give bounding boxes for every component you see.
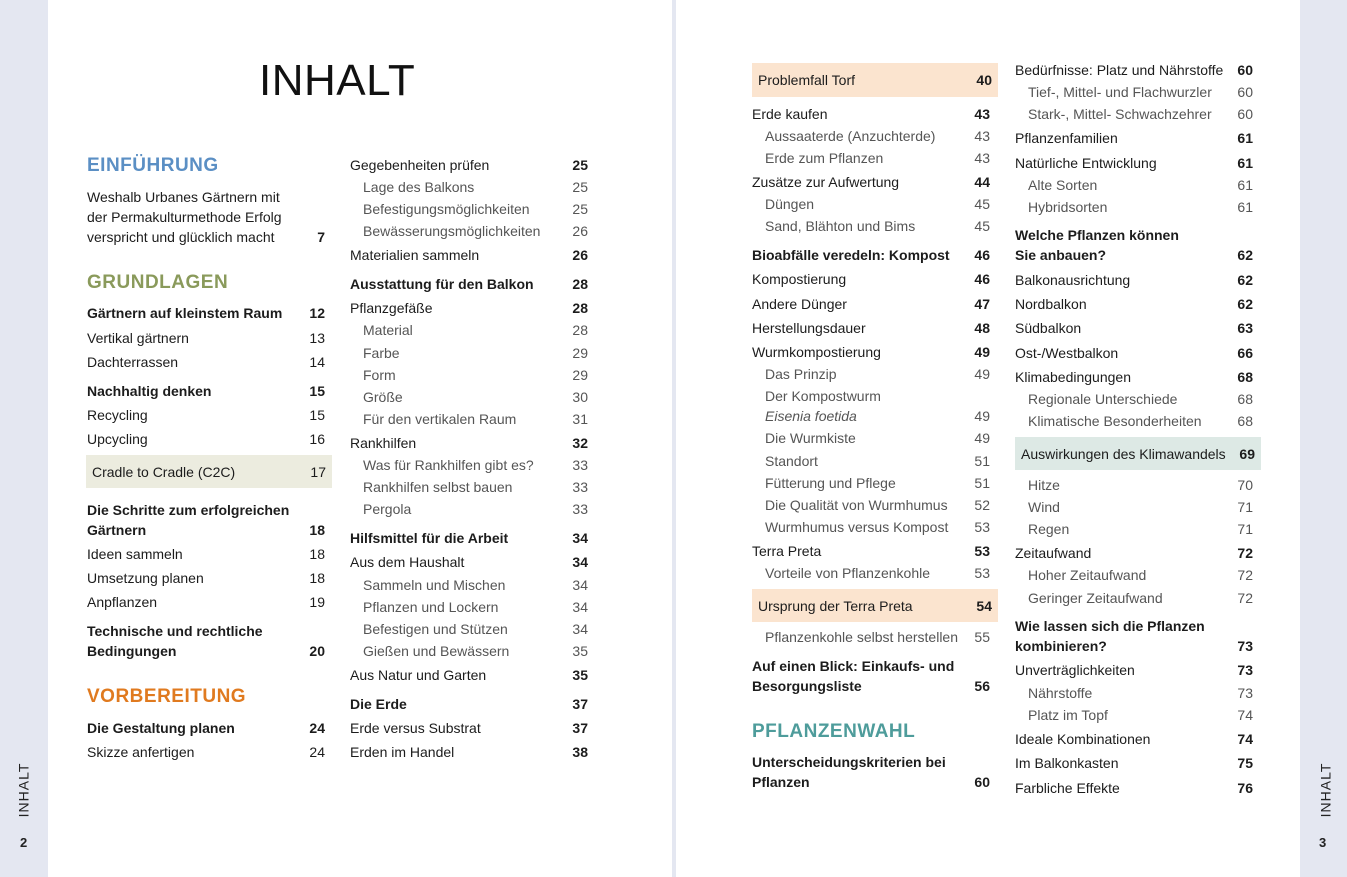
toc-entry-label: Hoher Zeitaufwand — [1028, 567, 1147, 583]
toc-entry-label: Lage des Balkons — [363, 179, 475, 195]
toc-entry-page: 62 — [1237, 247, 1253, 263]
toc-entry-page: 62 — [1237, 272, 1253, 288]
toc-entry-label: Aus dem Haushalt — [350, 554, 465, 570]
toc-subentry[interactable] — [350, 641, 588, 661]
toc-subentry[interactable] — [350, 409, 588, 429]
toc-entry[interactable] — [350, 528, 588, 548]
toc-entry[interactable] — [350, 274, 588, 294]
toc-entry-label: Upcycling — [87, 431, 148, 447]
toc-entry-page: 25 — [572, 179, 588, 195]
toc-entry-label: Ost-/Westbalkon — [1015, 345, 1119, 361]
toc-entry-page: 66 — [1237, 345, 1253, 361]
toc-entry-label: Was für Rankhilfen gibt es? — [363, 457, 534, 473]
toc-entry-label: Unverträglichkeiten — [1015, 662, 1135, 678]
toc-subentry[interactable] — [752, 126, 990, 146]
toc-entry-label: Befestigen und Stützen — [363, 621, 508, 637]
toc-subentry[interactable] — [350, 619, 588, 639]
toc-entry[interactable] — [87, 621, 325, 661]
toc-entry-page: 43 — [974, 150, 990, 166]
toc-entry[interactable] — [752, 245, 990, 265]
toc-entry-label: Stark-, Mittel- Schwachzehrer — [1028, 106, 1212, 122]
toc-entry-label: Material — [363, 322, 413, 338]
toc-entry[interactable] — [1015, 367, 1253, 387]
toc-subentry[interactable] — [752, 406, 990, 426]
toc-entry-label: Hilfsmittel für die Arbeit — [350, 530, 509, 546]
toc-entry-label: Die Wurmkiste — [765, 430, 856, 446]
toc-entry-label: Auswirkungen des Klimawandels — [1021, 445, 1226, 462]
toc-entry-page: 34 — [572, 554, 588, 570]
section-vorbereitung: VORBEREITUNG — [87, 686, 247, 707]
toc-entry[interactable] — [752, 104, 990, 124]
toc-entry[interactable] — [350, 718, 588, 738]
toc-entry-label: Recycling — [87, 407, 148, 423]
toc-entry[interactable] — [1015, 543, 1253, 563]
toc-entry-page: 72 — [1237, 590, 1253, 606]
toc-entry-page: 35 — [572, 643, 588, 659]
toc-entry-page: 33 — [572, 479, 588, 495]
toc-entry[interactable] — [1015, 343, 1253, 363]
toc-entry-label: Pflanzenfamilien — [1015, 130, 1118, 146]
toc-entry[interactable] — [1015, 778, 1253, 798]
toc-entry-label: Ideale Kombinationen — [1015, 731, 1151, 747]
page-number-right: 3 — [1319, 835, 1327, 850]
toc-subentry[interactable] — [350, 499, 588, 519]
toc-subentry[interactable] — [1015, 475, 1253, 495]
toc-entry-page: 31 — [572, 411, 588, 427]
toc-entry-page: 56 — [974, 678, 990, 694]
toc-subentry[interactable] — [350, 320, 588, 340]
toc-subentry[interactable] — [350, 221, 588, 241]
toc-entry[interactable] — [1015, 318, 1253, 338]
toc-entry[interactable] — [350, 694, 588, 714]
toc-entry-label: Gießen und Bewässern — [363, 643, 510, 659]
toc-entry[interactable] — [87, 187, 325, 247]
toc-entry-page: 24 — [309, 720, 325, 736]
toc-entry-label: Für den vertikalen Raum — [363, 411, 517, 427]
toc-entry-label: Die Gestaltung planen — [87, 720, 235, 736]
toc-entry[interactable] — [1015, 153, 1253, 173]
toc-entry-page: 49 — [974, 344, 990, 360]
toc-entry-page: 68 — [1237, 391, 1253, 407]
section-einfuehrung: EINFÜHRUNG — [87, 155, 219, 176]
toc-entry-page: 74 — [1237, 731, 1253, 747]
toc-entry-page: 62 — [1237, 296, 1253, 312]
toc-entry-label: Ursprung der Terra Preta — [758, 597, 913, 614]
toc-entry-page: 34 — [572, 599, 588, 615]
toc-entry-page: 24 — [309, 744, 325, 760]
toc-subentry[interactable] — [350, 575, 588, 595]
toc-subentry[interactable] — [1015, 705, 1253, 725]
toc-entry-label: Regen — [1028, 521, 1070, 537]
toc-entry-page: 43 — [974, 128, 990, 144]
toc-entry-label: Form — [363, 367, 396, 383]
toc-entry-page: 32 — [572, 435, 588, 451]
toc-entry-highlighted[interactable] — [752, 589, 998, 622]
toc-entry-label: Bedürfnisse: Platz und Nährstoffe — [1015, 62, 1224, 78]
toc-entry[interactable] — [752, 172, 990, 192]
toc-entry-label: Gärtnern auf kleinstem Raum — [87, 305, 283, 321]
toc-entry-page: 60 — [1237, 62, 1253, 78]
toc-entry-page: 18 — [309, 570, 325, 586]
toc-entry-page: 29 — [572, 367, 588, 383]
toc-entry-label: Standort — [765, 453, 818, 469]
toc-entry-page: 46 — [974, 271, 990, 287]
toc-entry-label: Balkonausrichtung — [1015, 272, 1131, 288]
toc-entry-page: 73 — [1237, 685, 1253, 701]
toc-entry-page: 51 — [974, 475, 990, 491]
toc-entry-label: Natürliche Entwicklung — [1015, 155, 1157, 171]
toc-entry-label: Farbe — [363, 345, 400, 361]
toc-entry[interactable] — [350, 665, 588, 685]
toc-entry-label: Die Qualität von Wurmhumus — [765, 497, 948, 513]
toc-entry-label: Rankhilfen selbst bauen — [363, 479, 513, 495]
toc-entry-page: 33 — [572, 501, 588, 517]
toc-entry-page: 26 — [572, 223, 588, 239]
toc-entry-page: 28 — [572, 300, 588, 316]
toc-entry-page: 28 — [572, 276, 588, 292]
toc-entry-label: Im Balkonkasten — [1015, 755, 1119, 771]
toc-entry-page: 14 — [309, 354, 325, 370]
toc-entry[interactable] — [752, 294, 990, 314]
toc-entry-label: Hitze — [1028, 477, 1060, 493]
toc-entry-label: Unterscheidungskriterien bei Pflanzen — [752, 754, 946, 790]
toc-subentry[interactable] — [350, 365, 588, 385]
toc-entry-label: Nährstoffe — [1028, 685, 1093, 701]
toc-subentry[interactable] — [350, 387, 588, 407]
toc-entry-label: Erde versus Substrat — [350, 720, 481, 736]
toc-subentry[interactable] — [752, 386, 990, 406]
toc-entry[interactable] — [87, 405, 325, 425]
toc-subentry[interactable] — [1015, 497, 1253, 517]
toc-entry[interactable] — [87, 429, 325, 449]
toc-entry-page: 28 — [572, 322, 588, 338]
toc-entry-label: Nachhaltig denken — [87, 383, 212, 399]
toc-entry[interactable] — [752, 342, 990, 362]
toc-entry-page: 51 — [974, 453, 990, 469]
toc-entry-page: 69 — [1239, 445, 1255, 462]
toc-entry-label: Pflanzenkohle selbst herstellen — [765, 629, 959, 645]
toc-entry[interactable] — [752, 541, 990, 561]
toc-entry-page: 7 — [317, 229, 325, 245]
toc-entry-highlighted[interactable] — [1015, 437, 1261, 470]
toc-entry-page: 68 — [1237, 369, 1253, 385]
toc-entry-label: Weshalb Urbanes Gärtnern mit der Permakulturmethode Erfolg verspricht und glücklich macht — [87, 189, 282, 245]
toc-entry[interactable] — [87, 718, 325, 738]
toc-entry-label: Platz im Topf — [1028, 707, 1108, 723]
toc-entry-label: Zeitaufwand — [1015, 545, 1092, 561]
toc-entry-page: 18 — [309, 546, 325, 562]
toc-entry-page: 52 — [974, 497, 990, 513]
toc-entry-label: Klimabedingungen — [1015, 369, 1131, 385]
toc-entry-page: 70 — [1237, 477, 1253, 493]
toc-entry-label: Kompostierung — [752, 271, 847, 287]
toc-entry-label: Pflanzen und Lockern — [363, 599, 499, 615]
toc-entry-page: 61 — [1237, 177, 1253, 193]
toc-entry[interactable] — [350, 245, 588, 265]
toc-entry[interactable] — [350, 552, 588, 572]
toc-entry-label: Düngen — [765, 196, 815, 212]
running-head-left: INHALT — [15, 762, 32, 818]
toc-entry-label: Klimatische Besonderheiten — [1028, 413, 1202, 429]
toc-entry[interactable] — [87, 592, 325, 612]
toc-entry[interactable] — [87, 303, 325, 323]
toc-subentry[interactable] — [350, 597, 588, 617]
toc-entry-page: 48 — [974, 320, 990, 336]
toc-entry-page: 49 — [974, 366, 990, 382]
toc-entry-label: Vertikal gärtnern — [87, 330, 189, 346]
toc-entry-label: Tief-, Mittel- und Flachwurzler — [1028, 84, 1212, 100]
toc-subentry[interactable] — [752, 495, 990, 515]
toc-subentry[interactable] — [1015, 565, 1253, 585]
toc-entry-page: 46 — [974, 247, 990, 263]
toc-entry-page: 44 — [974, 174, 990, 190]
toc-entry-label: Alte Sorten — [1028, 177, 1098, 193]
toc-entry-label: Terra Preta — [752, 543, 822, 559]
toc-entry-label: Eisenia foetida — [765, 408, 857, 424]
section-grundlagen: GRUNDLAGEN — [87, 272, 229, 293]
toc-subentry[interactable] — [752, 364, 990, 384]
toc-entry-label: Skizze anfertigen — [87, 744, 195, 760]
toc-entry-label: Vorteile von Pflanzenkohle — [765, 565, 930, 581]
toc-entry-label: Bewässerungsmöglichkeiten — [363, 223, 541, 239]
toc-entry[interactable] — [1015, 616, 1253, 656]
toc-entry-page: 61 — [1237, 199, 1253, 215]
toc-entry-page: 45 — [974, 218, 990, 234]
toc-entry[interactable] — [1015, 225, 1253, 265]
toc-entry-label: Wie lassen sich die Pflanzen kombinieren? — [1015, 618, 1205, 654]
toc-entry-label: Wurmhumus versus Kompost — [765, 519, 949, 535]
toc-entry-page: 18 — [309, 522, 325, 538]
toc-entry-page: 16 — [309, 431, 325, 447]
toc-entry-page: 76 — [1237, 780, 1253, 796]
toc-subentry[interactable] — [752, 428, 990, 448]
toc-entry-page: 60 — [1237, 84, 1253, 100]
toc-entry-label: Gegebenheiten prüfen — [350, 157, 490, 173]
toc-entry-label: Dachterrassen — [87, 354, 179, 370]
toc-entry-page: 29 — [572, 345, 588, 361]
toc-entry-label: Wurmkompostierung — [752, 344, 881, 360]
toc-entry[interactable] — [1015, 270, 1253, 290]
toc-entry-page: 12 — [309, 305, 325, 321]
toc-entry-page: 34 — [572, 621, 588, 637]
toc-entry-page: 34 — [572, 530, 588, 546]
toc-entry[interactable] — [350, 433, 588, 453]
toc-entry-label: Herstellungsdauer — [752, 320, 866, 336]
toc-entry[interactable] — [1015, 729, 1253, 749]
toc-entry[interactable] — [87, 500, 325, 540]
toc-entry-page: 45 — [974, 196, 990, 212]
toc-entry[interactable] — [1015, 294, 1253, 314]
toc-entry-page: 61 — [1237, 155, 1253, 171]
toc-entry-page: 33 — [572, 457, 588, 473]
toc-entry-label: Pflanzgefäße — [350, 300, 433, 316]
toc-subentry[interactable] — [1015, 519, 1253, 539]
toc-subentry[interactable] — [752, 148, 990, 168]
section-pflanzenwahl: PFLANZENWAHL — [752, 721, 916, 742]
toc-entry[interactable] — [87, 328, 325, 348]
toc-entry-page: 63 — [1237, 320, 1253, 336]
toc-entry-label: Nordbalkon — [1015, 296, 1087, 312]
toc-subentry[interactable] — [1015, 104, 1253, 124]
toc-subentry[interactable] — [350, 455, 588, 475]
toc-subentry[interactable] — [350, 199, 588, 219]
toc-entry-label: Umsetzung planen — [87, 570, 204, 586]
toc-entry-label: Ausstattung für den Balkon — [350, 276, 534, 292]
toc-entry-label: Die Erde — [350, 696, 407, 712]
toc-entry-label: Aussaaterde (Anzuchterde) — [765, 128, 936, 144]
toc-entry-page: 75 — [1237, 755, 1253, 771]
toc-entry-label: Pergola — [363, 501, 412, 517]
toc-entry-label: Wind — [1028, 499, 1060, 515]
toc-entry[interactable] — [87, 381, 325, 401]
toc-entry-page: 49 — [974, 430, 990, 446]
toc-entry-label: Rankhilfen — [350, 435, 417, 451]
toc-entry-label: Ideen sammeln — [87, 546, 183, 562]
left-gutter — [0, 0, 48, 877]
toc-entry-page: 26 — [572, 247, 588, 263]
toc-subentry[interactable] — [752, 563, 990, 583]
toc-subentry[interactable] — [752, 216, 990, 236]
toc-entry[interactable] — [1015, 128, 1253, 148]
toc-entry-label: Erden im Handel — [350, 744, 455, 760]
toc-entry-page: 25 — [572, 157, 588, 173]
toc-entry-label: Bioabfälle veredeln: Kompost — [752, 247, 950, 263]
toc-entry-label: Hybridsorten — [1028, 199, 1108, 215]
toc-entry-page: 61 — [1237, 130, 1253, 146]
toc-entry[interactable] — [87, 742, 325, 762]
toc-entry-label: Die Schritte zum erfolgreichen Gärtnern — [87, 502, 290, 538]
toc-entry-page: 15 — [309, 383, 325, 399]
toc-entry-page: 37 — [572, 720, 588, 736]
toc-entry-page: 72 — [1237, 545, 1253, 561]
toc-subentry[interactable] — [1015, 82, 1253, 102]
toc-subentry[interactable] — [350, 477, 588, 497]
toc-subentry[interactable] — [1015, 389, 1253, 409]
toc-entry[interactable] — [1015, 753, 1253, 773]
toc-entry-label: Erde kaufen — [752, 106, 828, 122]
toc-entry-label: Technische und rechtliche Bedingungen — [87, 623, 263, 659]
toc-entry-page: 35 — [572, 667, 588, 683]
toc-subentry[interactable] — [752, 451, 990, 471]
running-head-right: INHALT — [1317, 762, 1334, 818]
toc-entry[interactable] — [752, 752, 990, 792]
toc-subentry[interactable] — [752, 627, 990, 647]
toc-subentry[interactable] — [350, 177, 588, 197]
toc-subentry[interactable] — [752, 473, 990, 493]
toc-entry-page: 20 — [309, 643, 325, 659]
toc-entry-page: 53 — [974, 565, 990, 581]
toc-entry-label: Zusätze zur Aufwertung — [752, 174, 900, 190]
toc-entry-page: 25 — [572, 201, 588, 217]
toc-entry-label: Welche Pflanzen können Sie anbauen? — [1015, 227, 1179, 263]
toc-entry-page: 60 — [974, 774, 990, 790]
toc-entry-page: 71 — [1237, 499, 1253, 515]
toc-entry-page: 71 — [1237, 521, 1253, 537]
toc-entry-page: 30 — [572, 389, 588, 405]
toc-entry-label: Südbalkon — [1015, 320, 1082, 336]
toc-entry-label: Cradle to Cradle (C2C) — [92, 463, 236, 480]
toc-entry-page: 54 — [976, 597, 992, 614]
toc-entry[interactable] — [752, 656, 990, 696]
toc-subentry[interactable] — [1015, 175, 1253, 195]
toc-entry-page: 47 — [974, 296, 990, 312]
toc-entry-label: Das Prinzip — [765, 366, 837, 382]
toc-entry-label: Geringer Zeitaufwand — [1028, 590, 1163, 606]
toc-entry-label: Andere Dünger — [752, 296, 847, 312]
toc-entry[interactable] — [350, 298, 588, 318]
toc-entry-label: Der Kompostwurm — [765, 388, 881, 404]
toc-entry-page: 60 — [1237, 106, 1253, 122]
toc-entry-page: 49 — [974, 408, 990, 424]
toc-entry-label: Befestigungsmöglichkeiten — [363, 201, 530, 217]
toc-entry-page: 40 — [976, 72, 992, 88]
toc-entry-page: 53 — [974, 519, 990, 535]
toc-entry-highlighted[interactable] — [86, 455, 332, 488]
toc-entry-page: 15 — [309, 407, 325, 423]
toc-entry-page: 72 — [1237, 567, 1253, 583]
toc-entry-page: 19 — [309, 594, 325, 610]
toc-entry-page: 74 — [1237, 707, 1253, 723]
toc-entry-page: 53 — [974, 543, 990, 559]
toc-entry[interactable] — [87, 568, 325, 588]
toc-entry-page: 73 — [1237, 662, 1253, 678]
toc-subentry[interactable] — [350, 343, 588, 363]
toc-entry[interactable] — [350, 155, 588, 175]
page-number-left: 2 — [20, 835, 28, 850]
toc-entry-page: 43 — [974, 106, 990, 122]
toc-entry-label: Größe — [363, 389, 403, 405]
toc-entry-page: 38 — [572, 744, 588, 760]
toc-entry[interactable] — [1015, 660, 1253, 680]
toc-entry-label: Aus Natur und Garten — [350, 667, 487, 683]
toc-entry[interactable] — [752, 318, 990, 338]
toc-entry-label: Sand, Blähton und Bims — [765, 218, 916, 234]
toc-entry-page: 68 — [1237, 413, 1253, 429]
toc-entry-label: Fütterung und Pflege — [765, 475, 896, 491]
toc-entry[interactable] — [87, 544, 325, 564]
toc-entry-page: 34 — [572, 577, 588, 593]
toc-entry-page: 13 — [309, 330, 325, 346]
toc-entry-page: 55 — [974, 629, 990, 645]
toc-subentry[interactable] — [1015, 197, 1253, 217]
toc-entry-label: Regionale Unterschiede — [1028, 391, 1178, 407]
toc-entry[interactable] — [350, 742, 588, 762]
toc-entry-label: Problemfall Torf — [758, 72, 856, 88]
toc-entry-label: Anpflanzen — [87, 594, 158, 610]
right-gutter — [1300, 0, 1347, 877]
toc-entry-page: 17 — [310, 463, 326, 480]
toc-entry-label: Erde zum Pflanzen — [765, 150, 884, 166]
toc-subentry[interactable] — [752, 194, 990, 214]
toc-entry-page: 73 — [1237, 638, 1253, 654]
toc-entry-label: Sammeln und Mischen — [363, 577, 506, 593]
toc-entry[interactable] — [752, 269, 990, 289]
toc-entry-label: Farbliche Effekte — [1015, 780, 1120, 796]
toc-subentry[interactable] — [1015, 411, 1253, 431]
toc-entry-page: 37 — [572, 696, 588, 712]
toc-entry-label: Materialien sammeln — [350, 247, 480, 263]
toc-subentry[interactable] — [1015, 588, 1253, 608]
toc-subentry[interactable] — [752, 517, 990, 537]
toc-entry[interactable] — [87, 352, 325, 372]
toc-entry-highlighted[interactable] — [752, 63, 998, 97]
toc-entry-label: Auf einen Blick: Einkaufs- und Besorgungsliste — [752, 658, 955, 694]
page-title: INHALT — [259, 56, 416, 105]
toc-entry[interactable] — [1015, 60, 1253, 80]
toc-subentry[interactable] — [1015, 683, 1253, 703]
